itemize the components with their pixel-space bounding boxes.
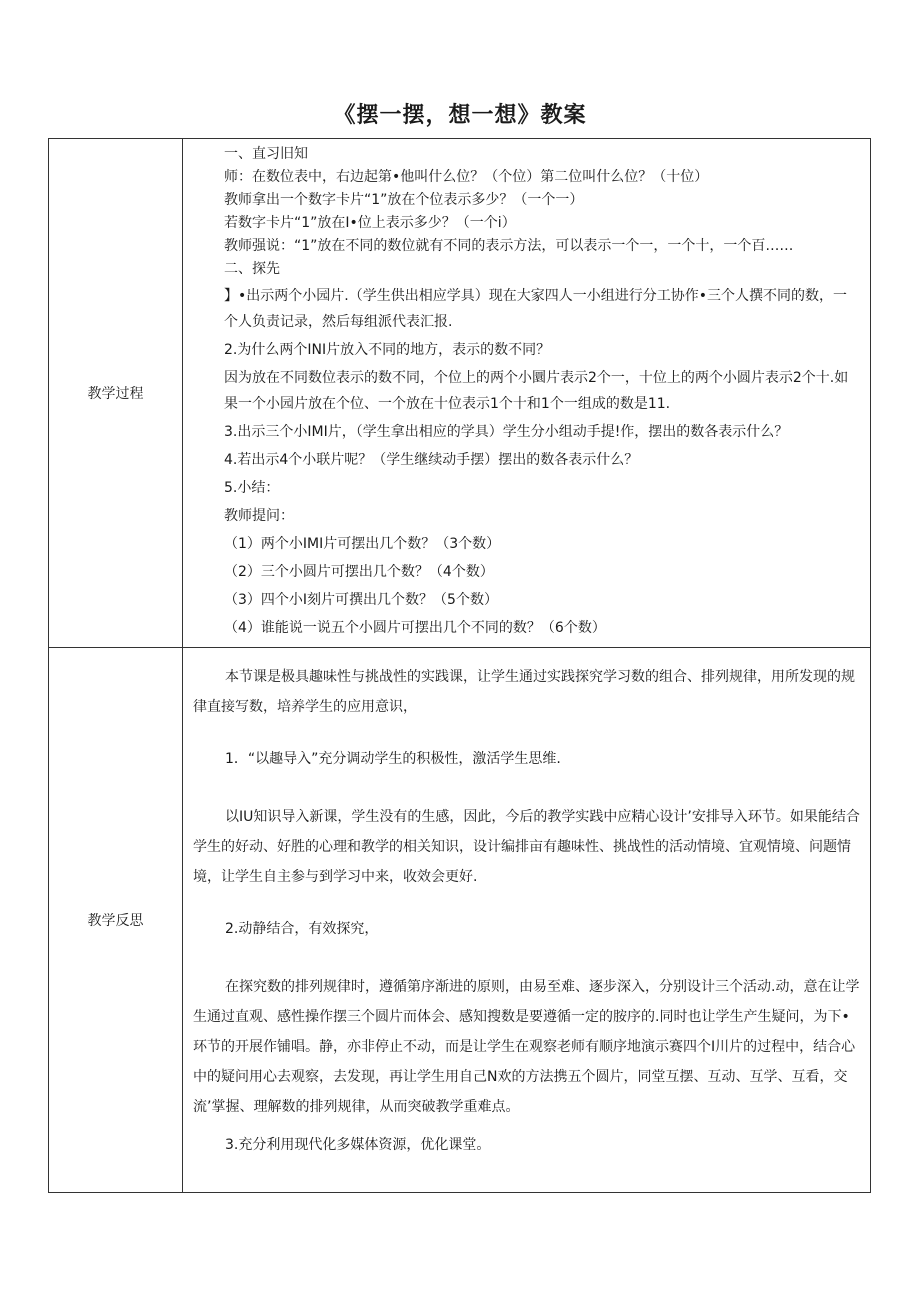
process-line: 一、直习旧知 [224, 146, 308, 162]
row-label-process: 教学过程 [49, 139, 183, 648]
lesson-plan-table [48, 138, 871, 1193]
table-row-reflection [49, 648, 871, 1193]
process-line: 】•出示两个小园片.（学生供出相应学具）现在大家四人一小组进行分工协作•三个人撰不同的数，一个人负责记录，然后每组派代表汇报. [224, 288, 847, 330]
document-title: 《摆一摆，想一想》教案 [333, 103, 587, 128]
row-label-reflection: 教学反思 [49, 648, 183, 1193]
process-line: 3.出示三个小IMI片，（学生拿出相应的学具）学生分小组动手提!作，摆出的数各表示什么？ [224, 424, 789, 440]
process-line: 5.小结： [224, 480, 280, 496]
reflection-paragraph: 本节课是极具趣味性与挑战性的实践课，让学生通过实践探究学习数的组合、排列规律，用所发现的规律直接写数，培养学生的应用意识， [193, 669, 855, 715]
table-row-process [49, 139, 871, 648]
process-line: 师：在数位表中，右边起第•他叫什么位？（个位）第二位叫什么位？（十位） [224, 169, 709, 185]
process-line: （2）三个小圆片可摆出几个数？（4个数） [224, 564, 494, 580]
process-line: 二、探先 [224, 261, 280, 277]
process-line: 2.为什么两个INI片放入不同的地方，表示的数不同？ [224, 342, 551, 358]
process-line: （1）两个小IMI片可摆出几个数？（3个数） [224, 536, 501, 552]
process-line: 教师提问： [224, 508, 294, 524]
reflection-paragraph: 以IU知识导入新课，学生没有的生感，因此，今后的教学实践中应精心设计’安排导入环节。如果能结合学生的好动、好胜的心理和教学的相关知识，设计编排亩有趣味性、挑战性的活动情境、宜观情境、问题情境，让学生自主参与到学习中来，收效会更好. [193, 809, 860, 885]
reflection-paragraph: 2.动静结合，有效探究， [225, 921, 379, 937]
reflection-paragraph: 3.充分利用现代化多媒体资源，优化课堂。 [225, 1137, 491, 1153]
reflection-paragraph: 在探究数的排列规律时，遵循第序渐进的原则，由易至难、逐步深入，分别设计三个活动.动，意在让学生通过直观、感性操作摆三个圆片而体会、感知搜数是要遵循一定的胺序的.同时也让学生产生疑问，为下•环节的开展作铺唱。静，亦非停止不动，而是让学生在观察老师有顺序地演示赛四个I川片的过程中，结合心中的疑问用心去观察，去发现，再让学生用自己N欢的方法携五个圆片，同堂互摆、互动、互学、互看，交流’掌握、理解数的排列规律，从而突破教学重难点。 [193, 979, 860, 1115]
process-line: 因为放在不同数位表示的数不同，个位上的两个小圜片表示2个一，十位上的两个小圆片表示2个十.如果一个小园片放在个位、一个放在十位表示1个十和1个一组成的数是11. [224, 370, 849, 412]
reflection-paragraph: 1．“以趣导入”充分调动学生的积极性，激活学生思维. [225, 751, 561, 767]
process-line: （4）谁能说一说五个小圆片可摆出几个不同的数？（6个数） [224, 620, 606, 636]
process-line: 若数字卡片“1”放在I•位上表示多少？（一个i） [224, 215, 516, 231]
process-line: 4.若出示4个小联片呢？（学生继续动手摆）摆出的数各表示什么？ [224, 452, 639, 468]
reflection-content-cell [183, 648, 871, 1193]
process-line: 教师强说：“1”放在不同的数位就有不同的表示方法，可以表示一个一，一个十，一个百…… [224, 238, 794, 254]
process-content-cell [183, 139, 871, 648]
process-line: （3）四个小I刻片可撰出几个数？（5个数） [224, 592, 498, 608]
process-line: 教师拿出一个数字卡片“1”放在个位表示多少？（一个一） [224, 192, 584, 208]
